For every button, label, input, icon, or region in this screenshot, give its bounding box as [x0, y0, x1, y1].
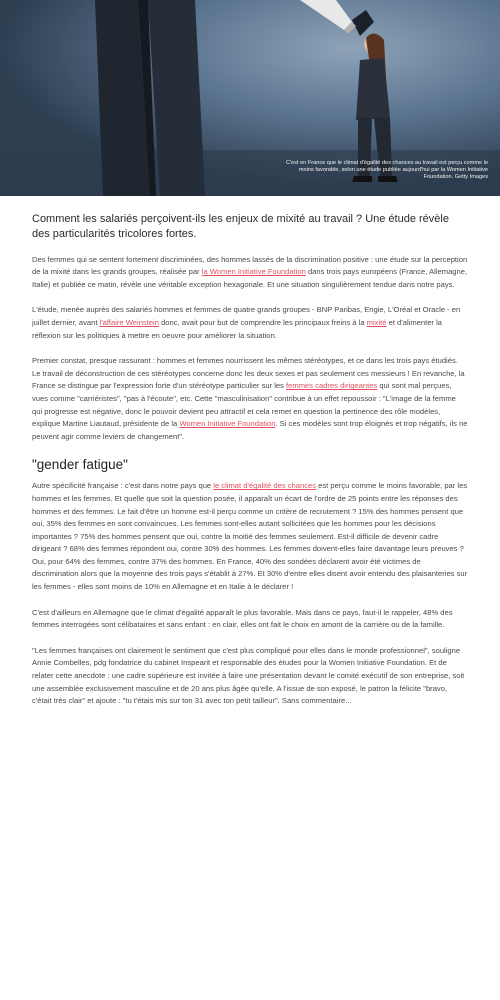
link-climat-egalite-des-chances[interactable]: le climat d'égalité des chances [213, 481, 317, 491]
paragraph-2 [32, 304, 468, 342]
paragraph-text: donc, avait pour but de comprendre les principaux freins à la [158, 317, 367, 327]
link-affaire-weinstein[interactable]: l'affaire Weinstein [99, 317, 159, 327]
paragraph-text: L'étude, menée auprès des salariés hommes et femmes de quatre grands groupes - BNP Paribas, Engie, L'Oréal et Oracle - en juillet dernier, avant [32, 305, 461, 327]
paragraph-text: Autre spécificité française : c'est dans notre pays que [32, 481, 214, 491]
link-women-initiative-foundation-2[interactable]: Women Initiative Foundation [179, 419, 276, 429]
section-heading: "gender fatigue" [32, 457, 128, 473]
article-body [32, 212, 468, 721]
paragraph-text: Premier constat, presque rassurant : hommes et femmes nourrissent les mêmes stéréotypes, et ce dans les trois pays étudiés. Le travail de déconstruction de ces stéréotypes concerne donc les deux sexes et pas seulement ces messieurs ! En revanche, la France se distingue par l'expression forte d'un stéréotype particulier sur les [32, 356, 465, 391]
paragraph-text: dans trois pays européens (France, Allemagne, Italie) et publiée ce matin, révèle une véritable exception hexagonale. Et une situation singulièrement tendue dans notre pays. [32, 267, 468, 289]
hero-image [0, 0, 500, 196]
paragraph-1 [32, 254, 468, 292]
paragraph-3 [32, 355, 468, 443]
paragraph-text: est perçu comme le moins favorable, par les hommes et les femmes. Et quelle que soit la question posée, il apparaît un écart de l'ordre de 25 points entre les réponses des hommes et des femmes. Le fait d'être un homme est-il perçu comme un critère de recrutement ? 15% des hommes pensent que oui, 35% des femmes en sont convaincues. Les femmes sont-elles autant sollicitées que les hommes pour les décisions importantes ? 75% des hommes pensent que oui, contre la moitié des femmes seulement. Est-il difficile de devenir cadre dirigeant ? 68% des femmes répondent oui, contre 30% des hommes. Les femmes doivent-elles faire davantage leurs preuves ? Oui, pour 64% des femmes, contre 37% des hommes. En France, 40% des sondées déclarent avoir été victimes de discrimination alors que la moyenne des trois pays s'établit à 27%. Et 30% d'entre elles disent avoir entendu des plaisanteries sur les femmes - elles sont moins de 10% en Allemagne et en Italie à le déclarer ! [32, 481, 468, 592]
paragraph-4 [32, 480, 468, 593]
article-lead: Comment les salariés perçoivent-ils les enjeux de mixité au travail ? Une étude révèle des particularités tricolores fortes. [32, 213, 449, 240]
paragraph-text: . Si ces modèles sont trop éloignés et trop négatifs, ils ne peuvent agir comme leviers de changement". [32, 419, 468, 441]
link-women-initiative-foundation[interactable]: la Women Initiative Foundation [201, 267, 306, 277]
hero-caption: C'est en France que le climat d'égalité des chances au travail est perçu comme le moins favorable, selon une étude publiée aujourd'hui par la Women Initiative Foundation. Getty Images [285, 160, 488, 180]
paragraph-5: C'est d'ailleurs en Allemagne que le climat d'égalité apparaît le plus favorable. Mais dans ce pays, faut-il le rappeler, 48% des femmes interrogées sont célibataires et sans enfant : en clair, elles ont fait le choix en amont de la carrière ou de la famille. [32, 607, 453, 630]
paragraph-6: "Les femmes françaises ont clairement le sentiment que c'est plus compliqué pour elles dans le monde professionnel", souligne Annie Combelles, pdg fondatrice du cabinet Inspearit et responsable des études pour la Women Initiative Foundation. Et de relater cette anecdote : une cadre supérieure est invitée à faire une présentation devant le comité exécutif de son entreprise, soit une assemblée exclusivement masculine et de 20 ans plus âgée qu'elle. A l'issue de son exposé, le patron la félicite "bravo, c'était très clair" et ajoute : "tu t'étais mis sur ton 31 avec ton petit tailleur". Sans commentaire... [32, 645, 465, 706]
paragraph-text: Des femmes qui se sentent fortement discriminées, des hommes lassés de la discrimination positive : une étude sur la perception de la mixité dans les grands groupes, réalisée par [32, 254, 468, 277]
link-mixite[interactable]: mixité [366, 317, 387, 327]
paragraph-text: et d'alimenter la réflexion sur les politiques à mettre en oeuvre pour améliorer la situation. [32, 317, 442, 340]
paragraph-text: qui sont mal perçues, vues comme "carriéristes", "pas à l'écoute", etc. Cette "masculinisation" contribue à un effet repoussoir : "L'image de la femme qui progresse est négative, donc le pouvoir devient peu attractif et cela remet en question la pertinence des rôle modèles, explique Martine Liautaud, présidente de la [32, 381, 456, 429]
link-femmes-cadres-dirigeantes[interactable]: femmes cadres dirigeantes [286, 381, 378, 391]
